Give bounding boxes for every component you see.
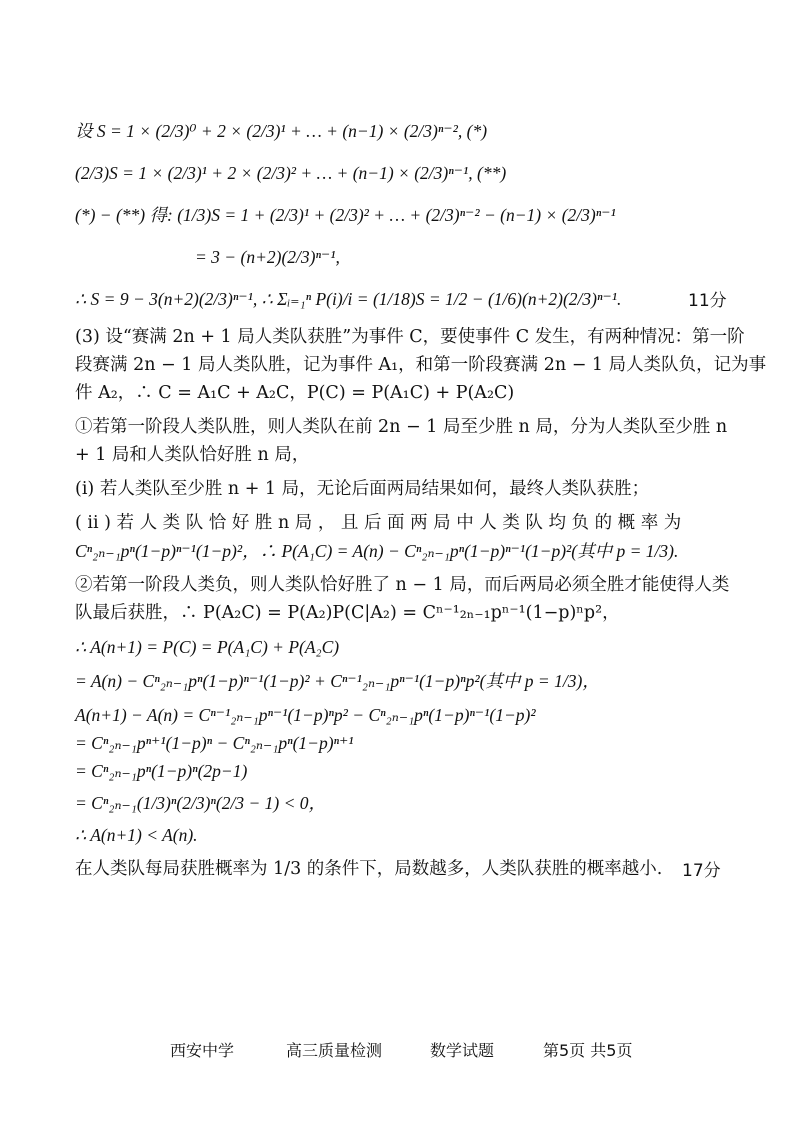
equation-line-1: 设 S = 1 × (2/3)⁰ + 2 × (2/3)¹ + … + (n−1) × (2/3)ⁿ⁻², (*) xyxy=(75,121,488,141)
text-line-6: (3) 设“赛满 2n + 1 局人类队获胜”为事件 C，要使事件 C 发生，有两种情况：第一阶 xyxy=(75,327,745,347)
text-line-14: ②若第一阶段人类负，则人类队恰好胜了 n − 1 局，而后两局必须全胜才能使得人类 xyxy=(75,575,730,595)
text-line-9: ①若第一阶段人类队胜，则人类队在前 2n − 1 局至少胜 n 局，分为人类队至少胜 n xyxy=(75,417,728,437)
equation-line-20: = Cⁿ₂ₙ₋₁pⁿ(1−p)ⁿ(2p−1) xyxy=(75,761,248,781)
text-line-11: (i) 若人类队至少胜 n + 1 局，无论后面两局结果如何，最终人类队获胜； xyxy=(75,479,650,499)
equation-line-21: = Cⁿ₂ₙ₋₁(1/3)ⁿ(2/3)ⁿ(2/3 − 1) < 0， xyxy=(75,793,327,813)
text-line-8: 件 A₂，∴ C = A₁C + A₂C，P(C) = P(A₁C) + P(A₂C) xyxy=(75,383,515,403)
equation-line-22: ∴ A(n+1) < A(n). xyxy=(75,825,198,845)
footer-page-number: 第5页 共5页 xyxy=(543,1041,633,1060)
score-17: 17分 xyxy=(682,861,721,881)
footer-subject: 数学试题 xyxy=(430,1041,495,1060)
equation-line-18: A(n+1) − A(n) = Cⁿ⁻¹₂ₙ₋₁pⁿ⁻¹(1−p)ⁿp² − Cⁿ₂ₙ₋₁pⁿ(1−p)ⁿ⁻¹(1−p)² xyxy=(75,705,536,725)
footer-school: 西安中学 xyxy=(170,1041,235,1060)
equation-line-3: (*) − (**) 得: (1/3)S = 1 + (2/3)¹ + (2/3)² + … + (2/3)ⁿ⁻² − (n−1) × (2/3)ⁿ⁻¹ xyxy=(75,205,616,225)
footer-exam: 高三质量检测 xyxy=(286,1041,383,1060)
equation-line-5: ∴ S = 9 − 3(n+2)(2/3)ⁿ⁻¹, ∴ Σᵢ₌₁ⁿ P(i)/i = (1/18)S = 1/2 − (1/6)(n+2)(2/3)ⁿ⁻¹. xyxy=(75,289,622,309)
text-line-10: + 1 局和人类队恰好胜 n 局， xyxy=(75,445,310,465)
score-11: 11分 xyxy=(688,291,727,311)
text-line-23: 在人类队每局获胜概率为 1/3 的条件下，局数越多，人类队获胜的概率越小. xyxy=(75,859,663,879)
equation-line-19: = Cⁿ₂ₙ₋₁pⁿ⁺¹(1−p)ⁿ − Cⁿ₂ₙ₋₁pⁿ(1−p)ⁿ⁺¹ xyxy=(75,733,354,753)
text-line-15: 队最后获胜，∴ P(A₂C) = P(A₂)P(C|A₂) = Cⁿ⁻¹₂ₙ₋₁pⁿ⁻¹(1−p)ⁿp²， xyxy=(75,603,620,623)
text-line-7: 段赛满 2n − 1 局人类队胜，记为事件 A₁，和第一阶段赛满 2n − 1 局人类队负，记为事 xyxy=(75,355,767,375)
equation-line-2: (2/3)S = 1 × (2/3)¹ + 2 × (2/3)² + … + (n−1) × (2/3)ⁿ⁻¹, (**) xyxy=(75,163,507,183)
text-line-12: ( ii ) 若 人 类 队 恰 好 胜 n 局 ， 且 后 面 两 局 中 人 类 队 均 负 的 概 率 为 xyxy=(75,513,682,533)
equation-line-17: = A(n) − Cⁿ₂ₙ₋₁pⁿ(1−p)ⁿ⁻¹(1−p)² + Cⁿ⁻¹₂ₙ₋₁pⁿ⁻¹(1−p)ⁿp²(其中 p = 1/3)， xyxy=(75,671,600,691)
equation-line-4: = 3 − (n+2)(2/3)ⁿ⁻¹, xyxy=(195,247,340,267)
equation-line-16: ∴ A(n+1) = P(C) = P(A₁C) + P(A₂C) xyxy=(75,637,340,657)
equation-line-13: Cⁿ₂ₙ₋₁pⁿ(1−p)ⁿ⁻¹(1−p)²，∴ P(A₁C) = A(n) − Cⁿ₂ₙ₋₁pⁿ(1−p)ⁿ⁻¹(1−p)²(其中 p = 1/3). xyxy=(75,541,679,561)
